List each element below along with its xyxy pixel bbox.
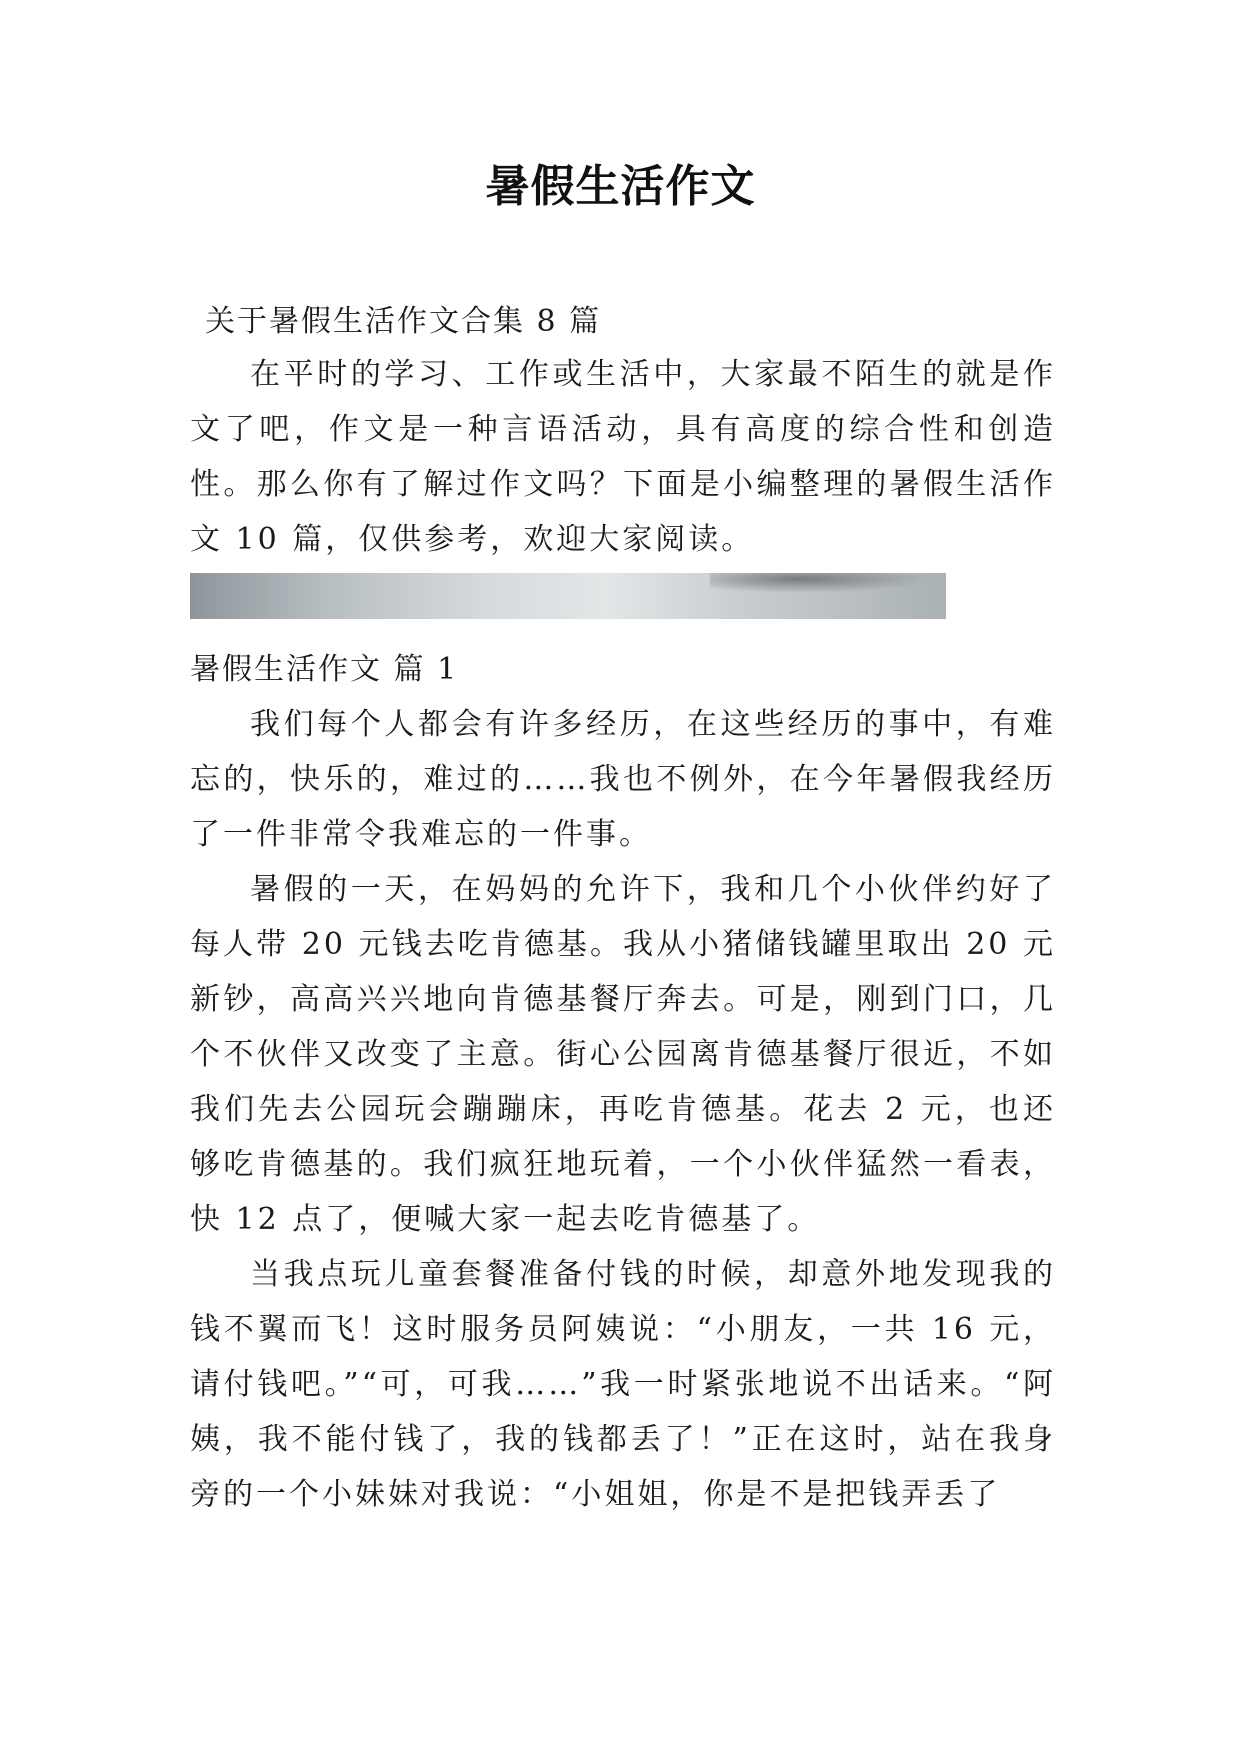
document-subtitle: 关于暑假生活作文合集 8 篇 xyxy=(205,304,602,339)
section-heading: 暑假生活作文 篇 1 xyxy=(190,652,459,687)
essay-paragraph: 我们每个人都会有许多经历，在这些经历的事中，有难忘的，快乐的，难过的……我也不例外，在今年暑假我经历了一件非常令我难忘的一件事。 xyxy=(190,707,1056,852)
document-title: 暑假生活作文 xyxy=(485,161,756,212)
essay-paragraph: 暑假的一天，在妈妈的允许下，我和几个小伙伴约好了每人带 20 元钱去吃肯德基。我从小猪储钱罐里取出 20 元新钞，高高兴兴地向肯德基餐厅奔去。可是，刚到门口，几个不伙伴又改变了主意。街心公园离肯德基餐厅很近，不如我们先去公园玩会蹦蹦床，再吃肯德基。花去 2 元，也还够吃肯德基的。我们疯狂地玩着，一个小伙伴猛然一看表，快 12 点了，便喊大家一起去吃肯德基了。 xyxy=(190,872,1056,1237)
essay-paragraph: 当我点玩儿童套餐准备付钱的时候，却意外地发现我的钱不翼而飞！这时服务员阿姨说：“小朋友，一共 16 元，请付钱吧。”“可，可我……”我一时紧张地说不出话来。“阿姨，我不能付钱了，我的钱都丢了！”正在这时，站在我身旁的一个小妹妹对我说：“小姐姐，你是不是把钱弄丢了 xyxy=(190,1257,1056,1512)
intro-block xyxy=(190,347,1056,567)
essay-body xyxy=(190,697,1056,1522)
decorative-image xyxy=(190,573,946,619)
intro-paragraph: 在平时的学习、工作或生活中，大家最不陌生的就是作文了吧，作文是一种言语活动，具有高度的综合性和创造性。那么你有了解过作文吗？下面是小编整理的暑假生活作文 10 篇，仅供参考，欢迎大家阅读。 xyxy=(190,357,1056,557)
